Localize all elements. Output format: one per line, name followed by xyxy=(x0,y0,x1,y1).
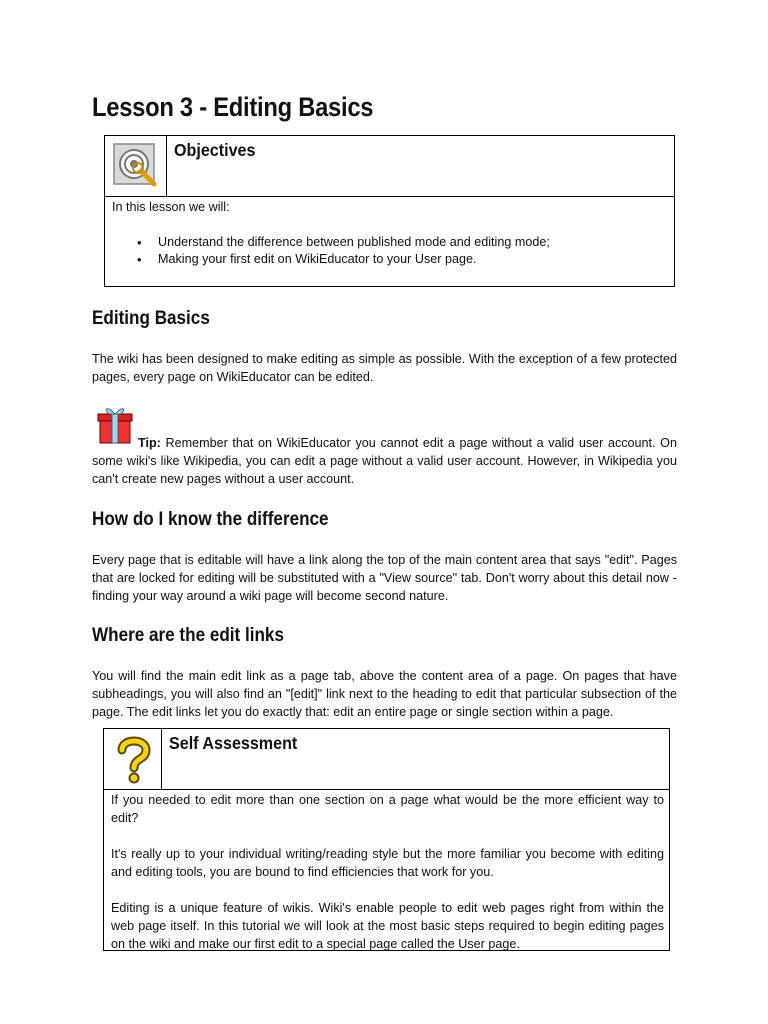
editing-basics-heading: Editing Basics xyxy=(92,308,210,329)
tip-label: Tip: xyxy=(138,436,161,450)
difference-paragraph: Every page that is editable will have a link along the top of the main content area that says "edit". Pages that are locked for editing will be substituted with a "View source" tab. Don't worry about this detail now - finding your way around a wiki page will become second nature. xyxy=(92,553,677,603)
question-mark-icon xyxy=(114,734,154,784)
tip-paragraph xyxy=(92,434,677,488)
self-assessment-heading: Self Assessment xyxy=(169,733,298,753)
objectives-box xyxy=(104,135,675,287)
edit-links-heading: Where are the edit links xyxy=(92,625,284,646)
page-title: Lesson 3 - Editing Basics xyxy=(92,92,374,122)
list-item: • Understand the difference between published mode and editing mode; xyxy=(112,234,667,251)
list-item: • Making your first edit on WikiEducator to your User page. xyxy=(112,251,667,268)
tip-text: Remember that on WikiEducator you cannot edit a page without a valid user account. On some wiki's like Wikipedia, you can edit a page without a valid user account. However, in Wikipedia you can't create new pages without a user account. xyxy=(92,436,677,486)
self-assessment-box xyxy=(103,728,670,951)
difference-heading: How do I know the difference xyxy=(92,509,329,530)
self-assessment-answer: It's really up to your individual writing/reading style but the more familiar you become with editing and editing tools, you are bound to find efficiencies that work for you. xyxy=(111,847,664,879)
edit-links-paragraph: You will find the main edit link as a page tab, above the content area of a page. On pages that have subheadings, you will also find an "[edit]" link next to the heading to edit that particular subsection of the page. The edit links let you do exactly that: edit an entire page or single section within a page. xyxy=(92,669,677,719)
editing-basics-paragraph: The wiki has been designed to make editing as simple as possible. With the exception of a few protected pages, every page on WikiEducator can be edited. xyxy=(92,352,677,384)
self-assessment-icon-cell xyxy=(104,729,162,790)
self-assessment-note: Editing is a unique feature of wikis. Wiki's enable people to edit web pages right from within the web page itself. In this tutorial we will look at the most basic steps required to begin editing pages on the wiki and make our first edit to a special page called the User page. xyxy=(111,901,664,951)
objectives-intro: In this lesson we will: xyxy=(112,200,230,214)
objectives-list xyxy=(112,234,667,268)
objectives-heading: Objectives xyxy=(174,140,256,160)
target-magnifier-icon xyxy=(111,141,161,191)
objectives-icon-cell xyxy=(105,136,167,197)
self-assessment-question: If you needed to edit more than one section on a page what would be the more efficient way to edit? xyxy=(111,793,664,825)
